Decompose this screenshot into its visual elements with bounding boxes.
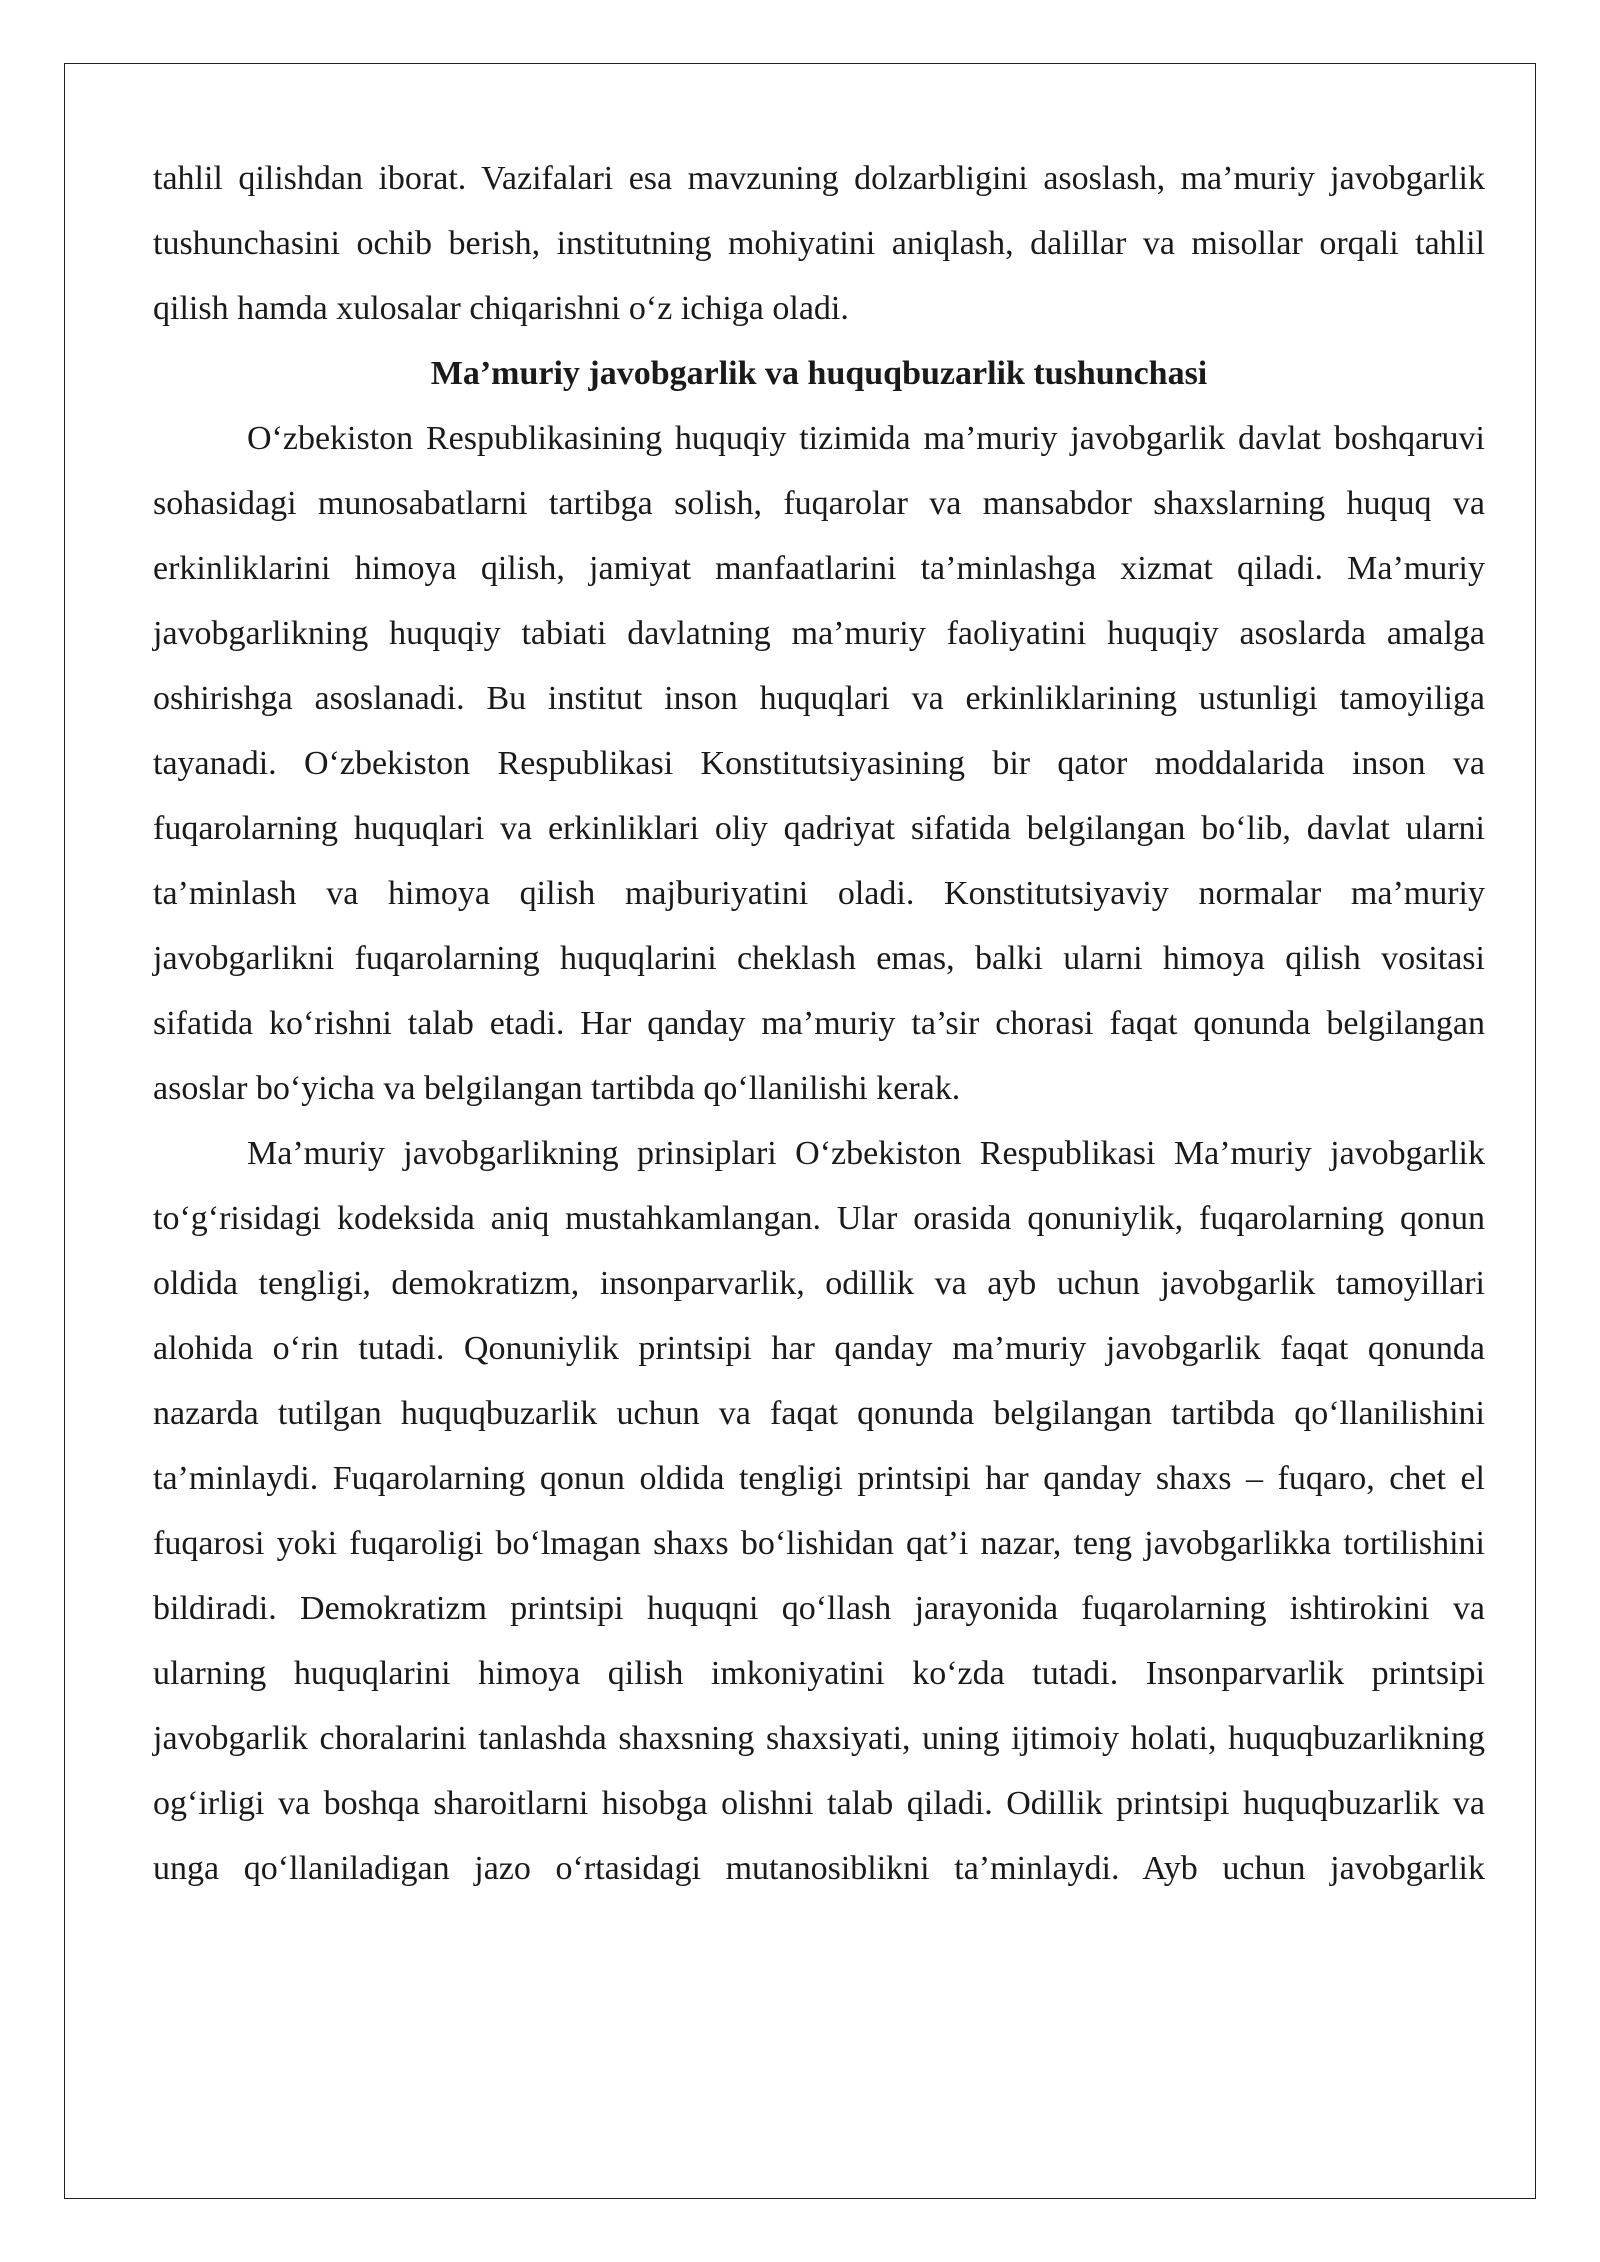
paragraph-continuation: tahlil qilishdan iborat. Vazifalari esa mavzuning dolzarbligini asoslash, ma’muriy javobgarlik tushunchasini ochib berish, institutning mohiyatini aniqlash, dalillar va misollar orqali tahlil qilish hamda xulosalar chiqarishni o‘z ichiga oladi.	[153, 160, 1485, 327]
section-heading: Ma’muriy javobgarlik va huquqbuzarlik tushunchasi	[430, 355, 1208, 392]
paragraph-constitutional-basis: O‘zbekiston Respublikasining huquqiy tizimida ma’muriy javobgarlik davlat boshqaruvi sohasidagi munosabatlarni tartibga solish, fuqarolar va mansabdor shaxslarning huquq va erkinliklarini himoya qilish, jamiyat manfaatlarini ta’minlashga xizmat qiladi. Ma’muriy javobgarlikning huquqiy tabiati davlatning ma’muriy faoliyatini huquqiy asoslarda amalga oshirishga asoslanadi. Bu institut inson huquqlari va erkinliklarining ustunligi tamoyiliga tayanadi. O‘zbekiston Respublikasi Konstitutsiyasining bir qator moddalarida inson va fuqarolarning huquqlari va erkinliklari oliy qadriyat sifatida belgilangan bo‘lib, davlat ularni ta’minlash va himoya qilish majburiyatini oladi. Konstitutsiyaviy normalar ma’muriy javobgarlikni fuqarolarning huquqlarini cheklash emas, balki ularni himoya qilish vositasi sifatida ko‘rishni talab etadi. Har qanday ma’muriy ta’sir chorasi faqat qonunda belgilangan asoslar bo‘yicha va belgilangan tartibda qo‘llanilishi kerak.	[153, 420, 1485, 1107]
paragraph-principles: Ma’muriy javobgarlikning prinsiplari O‘zbekiston Respublikasi Ma’muriy javobgarlik to‘g‘risidagi kodeksida aniq mustahkamlangan. Ular orasida qonuniylik, fuqarolarning qonun oldida tengligi, demokratizm, insonparvarlik, odillik va ayb uchun javobgarlik tamoyillari alohida o‘rin tutadi. Qonuniylik printsipi har qanday ma’muriy javobgarlik faqat qonunda nazarda tutilgan huquqbuzarlik uchun va faqat qonunda belgilangan tartibda qo‘llanilishini ta’minlaydi. Fuqarolarning qonun oldida tengligi printsipi har qanday shaxs – fuqaro, chet el fuqarosi yoki fuqaroligi bo‘lmagan shaxs bo‘lishidan qat’i nazar, teng javobgarlikka tortilishini bildiradi. Demokratizm printsipi huquqni qo‘llash jarayonida fuqarolarning ishtirokini va ularning huquqlarini himoya qilish imkoniyatini ko‘zda tutadi. Insonparvarlik printsipi javobgarlik choralarini tanlashda shaxsning shaxsiyati, uning ijtimoiy holati, huquqbuzarlikning og‘irligi va boshqa sharoitlarni hisobga olishni talab qiladi. Odillik printsipi huquqbuzarlik va unga qo‘llaniladigan jazo o‘rtasidagi mutanosiblikni ta’minlaydi. Ayb uchun javobgarlik	[153, 1135, 1485, 1887]
document-body	[153, 146, 1485, 1901]
